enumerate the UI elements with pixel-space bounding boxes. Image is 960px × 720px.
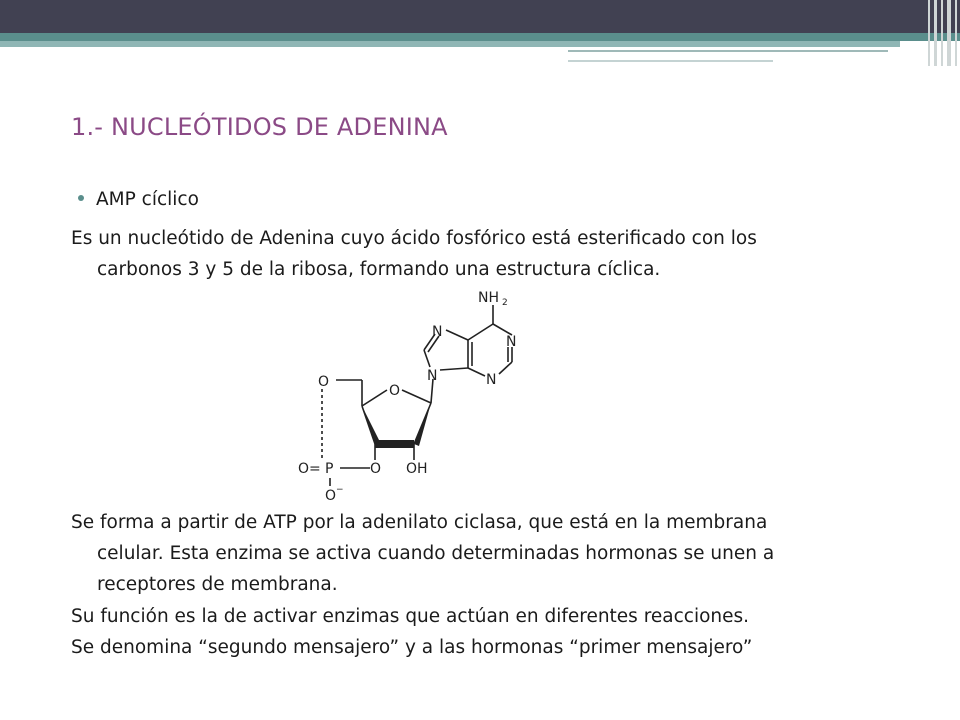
label-p: P [325,461,334,477]
top-banner [0,0,960,33]
decorative-line [568,60,773,62]
label-minus: − [336,485,344,495]
paragraph-definition [71,223,921,285]
paragraph-formation [71,507,921,600]
paragraph-messenger [71,632,921,663]
label-ring-o: O [389,383,401,399]
bullet-text: AMP cíclico [96,189,199,210]
decorative-line [568,50,888,52]
teal-light-band [0,41,900,47]
label-nh2-sub: 2 [502,298,508,308]
label-oh: OH [406,461,428,477]
label-nh2: NH [478,290,499,306]
teal-band [0,33,960,41]
decorative-stripes [926,0,960,66]
label-n1: N [506,334,517,350]
paragraph-line: receptores de membrana. [97,574,338,595]
paragraph-function [71,601,921,632]
paragraph-line: Se forma a partir de ATP por la adenilato ciclasa, que está en la membrana [71,512,768,533]
bullet-dot-icon [78,195,84,201]
paragraph-line: Se denomina “segundo mensajero” y a las hormonas “primer mensajero” [71,637,753,658]
slide-title: 1.- NUCLEÓTIDOS DE ADENINA [71,113,448,141]
label-o3: O [370,461,382,477]
paragraph-line: Es un nucleótido de Adenina cuyo ácido fosfórico está esterificado con los [71,228,757,249]
paragraph-line: Su función es la de activar enzimas que actúan en diferentes reacciones. [71,606,750,627]
bullet-item [78,189,199,210]
label-o5: O [318,374,330,390]
label-o-minus: O [325,488,337,504]
label-n7: N [432,324,443,340]
camp-structure-diagram [290,282,530,510]
paragraph-line: celular. Esta enzima se activa cuando determinadas hormonas se unen a [97,543,775,564]
label-n9: N [427,368,438,384]
label-n3: N [486,372,497,388]
label-o-double: O= [298,461,321,477]
paragraph-line: carbonos 3 y 5 de la ribosa, formando una estructura cíclica. [97,259,661,280]
